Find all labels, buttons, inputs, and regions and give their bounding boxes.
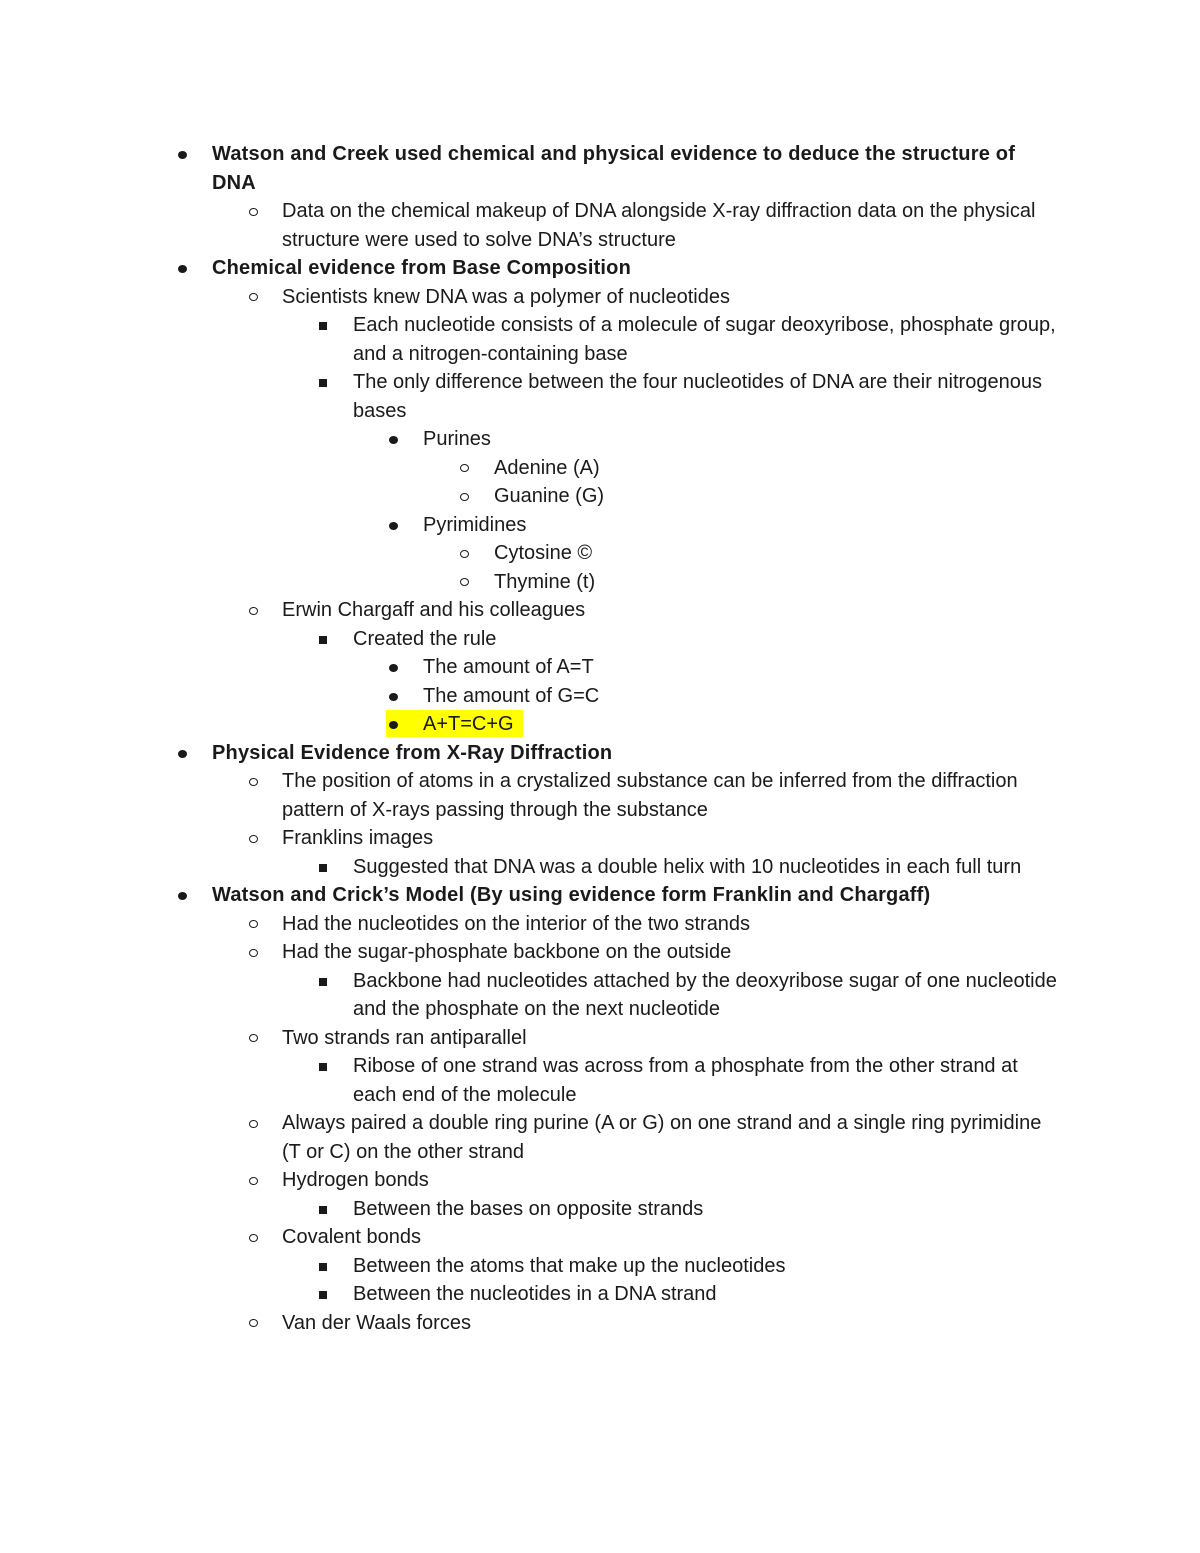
bullet-dot-icon [389,693,398,701]
list-item [0,511,1200,540]
list-item [0,539,1200,568]
bullet-circle-icon [249,607,258,615]
bullet-dot-icon [389,436,398,444]
list-item [0,368,1200,425]
item-text: Watson and Creek used chemical and physical evidence to deduce the structure of DNA [212,143,1016,194]
document-page [0,140,1200,1337]
list-item [0,910,1200,939]
list-item [0,682,1200,711]
item-text: Pyrimidines [423,513,527,536]
bullet-dot-icon [178,151,187,159]
list-item [0,967,1200,1024]
bullet-circle-icon [249,835,258,843]
list-item [0,482,1200,511]
bullet-circle-icon [249,778,258,786]
list-item [0,1195,1200,1224]
item-text: Between the bases on opposite strands [353,1197,704,1220]
item-text: Erwin Chargaff and his colleagues [282,599,586,621]
item-text: The only difference between the four nucleotides of DNA are their nitrogenous bases [353,371,1042,422]
item-text: Guanine (G) [494,485,605,507]
list-item [0,1052,1200,1109]
bullet-circle-icon [249,1120,258,1128]
list-item [0,625,1200,654]
item-text: A+T=C+G [423,713,514,735]
item-text: Backbone had nucleotides attached by the deoxyribose sugar of one nucleotide and the phosphate on the next nucleotide [353,969,1057,1020]
bullet-dot-icon [389,522,398,530]
bullet-circle-icon [460,550,469,558]
item-text: Between the atoms that make up the nucleotides [353,1254,786,1277]
bullet-circle-icon [249,208,258,216]
bullet-square-icon [319,636,327,644]
bullet-square-icon [319,978,327,986]
list-item [0,1280,1200,1309]
bullet-square-icon [319,864,327,872]
bullet-circle-icon [460,493,469,501]
list-item [0,1252,1200,1281]
list-item [0,1109,1200,1166]
bullet-dot-icon [178,892,187,900]
item-text: Physical Evidence from X-Ray Diffraction [212,741,613,764]
list-item [0,311,1200,368]
bullet-circle-icon [460,464,469,472]
item-text: Hydrogen bonds [282,1169,429,1191]
bullet-square-icon [319,1263,327,1271]
list-item [0,197,1200,254]
item-text: Thymine (t) [494,570,596,593]
item-text: Data on the chemical makeup of DNA alongside X-ray diffraction data on the physical structure were used to solve DNA’s structure [282,200,1036,251]
list-item [0,710,1200,739]
bullet-circle-icon [460,578,469,586]
item-text: The amount of G=C [423,684,600,707]
bullet-circle-icon [249,920,258,928]
list-item [0,938,1200,967]
item-text: Suggested that DNA was a double helix with 10 nucleotides in each full turn [353,855,1022,878]
bullet-square-icon [319,1063,327,1071]
item-text: Cytosine © [494,542,593,564]
item-text: The amount of A=T [423,656,594,678]
item-text: The position of atoms in a crystalized substance can be inferred from the diffraction pattern of X-rays passing through the substance [282,770,1018,821]
item-text: Created the rule [353,627,497,650]
list-item [0,454,1200,483]
list-item [0,1024,1200,1053]
item-text: Chemical evidence from Base Composition [212,257,632,279]
bullet-circle-icon [249,1177,258,1185]
list-item [0,283,1200,312]
bullet-square-icon [319,1206,327,1214]
bullet-square-icon [319,322,327,330]
section-heading [0,739,1200,768]
list-item [0,853,1200,882]
bullet-square-icon [319,1291,327,1299]
bullet-circle-icon [249,293,258,301]
bullet-dot-icon [389,721,398,729]
bullet-dot-icon [178,750,187,758]
item-text: Had the sugar-phosphate backbone on the outside [282,941,732,963]
list-item [0,1166,1200,1195]
item-text: Between the nucleotides in a DNA strand [353,1283,717,1305]
bullet-circle-icon [249,949,258,957]
item-text: Van der Waals forces [282,1311,471,1334]
bullet-circle-icon [249,1034,258,1042]
list-item [0,1309,1200,1338]
section-heading [0,881,1200,910]
bullet-dot-icon [178,265,187,273]
item-text: Had the nucleotides on the interior of the two strands [282,912,751,935]
section-heading [0,140,1200,197]
bullet-dot-icon [389,664,398,672]
item-text: Watson and Crick’s Model (By using evidence form Franklin and Chargaff) [212,884,931,906]
list-item [0,596,1200,625]
item-text: Purines [423,428,491,450]
item-text: Ribose of one strand was across from a phosphate from the other strand at each end of the molecule [353,1055,1018,1106]
list-item [0,1223,1200,1252]
bullet-circle-icon [249,1234,258,1242]
list-item [0,568,1200,597]
list-item [0,425,1200,454]
item-text: Adenine (A) [494,456,600,479]
item-text: Covalent bonds [282,1226,421,1248]
section-heading [0,254,1200,283]
list-item [0,767,1200,824]
list-item [0,653,1200,682]
bullet-circle-icon [249,1319,258,1327]
bullet-square-icon [319,379,327,387]
bullet-outline [0,140,1200,1337]
list-item [0,824,1200,853]
item-text: Each nucleotide consists of a molecule of sugar deoxyribose, phosphate group, and a nitrogen-containing base [353,314,1056,365]
item-text: Franklins images [282,827,434,849]
item-text: Two strands ran antiparallel [282,1026,527,1049]
item-text: Always paired a double ring purine (A or G) on one strand and a single ring pyrimidine (T or C) on the other strand [282,1112,1042,1163]
item-text: Scientists knew DNA was a polymer of nucleotides [282,285,730,308]
